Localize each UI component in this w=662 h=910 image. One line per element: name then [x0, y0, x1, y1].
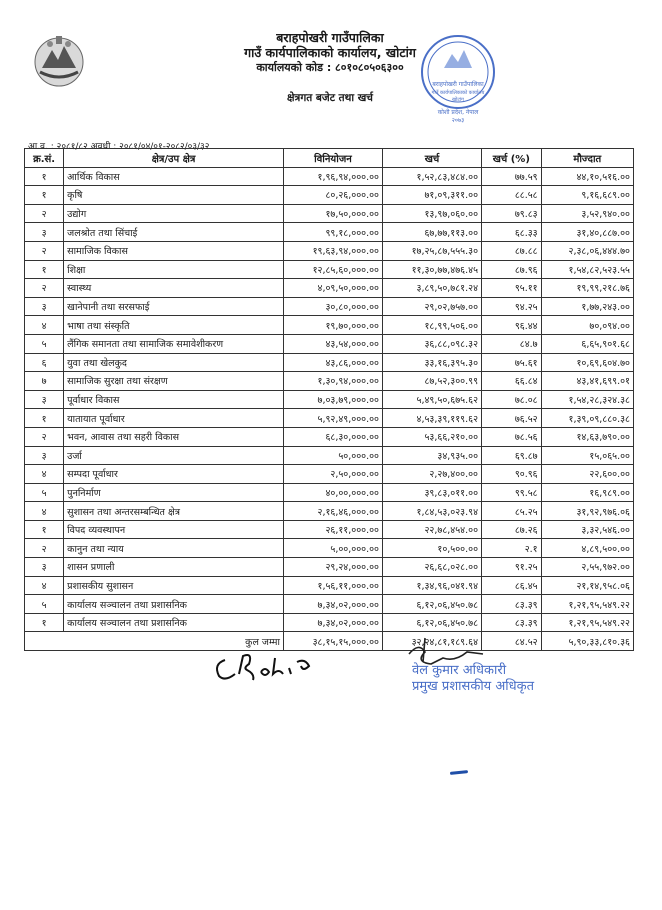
row-expense: ३९,८३,०११.००	[382, 483, 481, 502]
row-serial: १	[25, 186, 64, 205]
table-row	[25, 204, 634, 223]
table-body	[25, 167, 634, 632]
row-percent: ८७.२६	[482, 520, 542, 539]
org-name: बराहपोखरी गाउँपालिका	[276, 30, 384, 45]
table-row	[25, 353, 634, 372]
row-serial: १	[25, 260, 64, 279]
row-percent: ६९.८७	[482, 446, 542, 465]
row-balance: १,२१,९५,५४९.२२	[541, 595, 633, 614]
row-serial: ३	[25, 446, 64, 465]
row-sector: युवा तथा खेलकुद	[64, 353, 284, 372]
row-sector: कार्यालय सञ्चालन तथा प्रशासनिक	[64, 613, 284, 632]
row-allocation: ३०,८०,०००.००	[283, 297, 382, 316]
row-allocation: ४३,८६,०००.००	[283, 353, 382, 372]
officer-stamp	[412, 663, 534, 695]
row-serial: २	[25, 427, 64, 446]
row-sector: कृषि	[64, 186, 284, 205]
row-serial: ५	[25, 483, 64, 502]
row-serial: ३	[25, 390, 64, 409]
row-expense: ५३,६६,२१०.००	[382, 427, 481, 446]
total-percent: ८४.५२	[482, 632, 542, 651]
table-header-row	[25, 149, 634, 168]
table-row	[25, 279, 634, 298]
row-sector: विपद व्यवस्थापन	[64, 520, 284, 539]
row-sector: भाषा तथा संस्कृति	[64, 316, 284, 335]
row-expense: ३६,८८,०९८.३२	[382, 334, 481, 353]
row-sector: पुननिर्माण	[64, 483, 284, 502]
row-serial: ४	[25, 316, 64, 335]
row-sector: आर्थिक विकास	[64, 167, 284, 186]
column-header: क्र.सं.	[25, 149, 64, 168]
row-percent: ९१.२५	[482, 558, 542, 577]
row-balance: ३,३२,५४६.००	[541, 520, 633, 539]
row-expense: ११,३०,७७,४७६.४५	[382, 260, 481, 279]
row-percent: ८३.३९	[482, 613, 542, 632]
table-row	[25, 372, 634, 391]
seal-text-2: गाउँ कार्यपालिकाको कार्यालय	[431, 90, 485, 96]
row-expense: २,२७,४००.००	[382, 465, 481, 484]
row-allocation: ९९,१८,०००.००	[283, 223, 382, 242]
row-serial: ४	[25, 502, 64, 521]
row-percent: ६८.३३	[482, 223, 542, 242]
table-row	[25, 223, 634, 242]
row-percent: ८८.५८	[482, 186, 542, 205]
row-sector: यातायात पूर्वाधार	[64, 409, 284, 428]
row-balance: २१,१४,९५८.०६	[541, 576, 633, 595]
table-row	[25, 595, 634, 614]
row-serial: ३	[25, 297, 64, 316]
row-percent: ७९.८३	[482, 204, 542, 223]
row-serial: २	[25, 279, 64, 298]
row-balance: १०,६९,६०४.७०	[541, 353, 633, 372]
row-balance: १५,०६५.००	[541, 446, 633, 465]
row-percent: ९५.११	[482, 279, 542, 298]
row-serial: २	[25, 241, 64, 260]
row-sector: स्वास्थ्य	[64, 279, 284, 298]
row-percent: ९४.२५	[482, 297, 542, 316]
row-allocation: ५०,०००.००	[283, 446, 382, 465]
row-percent: ७५.६१	[482, 353, 542, 372]
row-sector: सम्पदा पूर्वाधार	[64, 465, 284, 484]
row-serial: ३	[25, 223, 64, 242]
row-balance: ३१,४०,८८७.००	[541, 223, 633, 242]
total-expense: ३२,२४,८१,१८९.६४	[382, 632, 481, 651]
row-balance: ७०,०९४.००	[541, 316, 633, 335]
row-sector: सामाजिक विकास	[64, 241, 284, 260]
row-serial: १	[25, 613, 64, 632]
row-allocation: ४,०९,५०,०००.००	[283, 279, 382, 298]
office-code: कार्यालयको कोड : ८०१०८०५०६३००	[256, 61, 404, 74]
row-serial: १	[25, 520, 64, 539]
row-allocation: ७,०३,७९,०००.००	[283, 390, 382, 409]
row-expense: २२,७८,४५४.००	[382, 520, 481, 539]
total-balance: ५,९०,३३,८१०.३६	[541, 632, 633, 651]
row-expense: ८७,५२,३००.९९	[382, 372, 481, 391]
table-row	[25, 483, 634, 502]
row-balance: २,३८,०६,४४४.७०	[541, 241, 633, 260]
row-balance: १६,९८९.००	[541, 483, 633, 502]
row-percent: ९०.९६	[482, 465, 542, 484]
row-allocation: १,५६,११,०००.००	[283, 576, 382, 595]
row-balance: ३,५२,९४०.००	[541, 204, 633, 223]
table-row	[25, 465, 634, 484]
row-expense: ३,८९,५०,७८१.२४	[382, 279, 481, 298]
seal-text-4: कोशी प्रदेश, नेपाल	[437, 109, 479, 116]
row-expense: २९,०२,७५७.००	[382, 297, 481, 316]
row-percent: ९६.४४	[482, 316, 542, 335]
row-serial: ४	[25, 576, 64, 595]
fiscal-year-line: आ.व. : २०८१/८२ अवधी : २०८१/०४/०१-२०८२/०३/३२	[28, 142, 210, 152]
row-percent: ८७.८८	[482, 241, 542, 260]
officer-name: वेल कुमार अधिकारी	[412, 663, 507, 678]
row-serial: ३	[25, 558, 64, 577]
row-sector: लैंगिक समानता तथा सामाजिक समावेशीकरण	[64, 334, 284, 353]
row-expense: १०,५००.००	[382, 539, 481, 558]
row-serial: ५	[25, 595, 64, 614]
row-balance: २,५५,९७२.००	[541, 558, 633, 577]
row-serial: ६	[25, 353, 64, 372]
official-seal	[410, 28, 506, 124]
table-row	[25, 167, 634, 186]
row-percent: २.१	[482, 539, 542, 558]
table-row	[25, 241, 634, 260]
table-row	[25, 390, 634, 409]
row-percent: ८७.९६	[482, 260, 542, 279]
row-expense: ३४,९३५.००	[382, 446, 481, 465]
row-expense: ६,१२,०६,४५०.७८	[382, 613, 481, 632]
row-balance: १,७७,२४३.००	[541, 297, 633, 316]
seal-text-1: बराहपोखरी गाउँपालिका	[432, 81, 484, 88]
row-percent: ७६.५२	[482, 409, 542, 428]
row-balance: १,२१,९५,५४९.२२	[541, 613, 633, 632]
handwritten-signature-left	[205, 638, 335, 688]
row-expense: १,५२,८३,४८४.००	[382, 167, 481, 186]
row-expense: १८,९९,५०६.००	[382, 316, 481, 335]
table-row	[25, 613, 634, 632]
row-serial: २	[25, 539, 64, 558]
row-sector: कानुन तथा न्याय	[64, 539, 284, 558]
row-expense: १,३४,९६,०४१.९४	[382, 576, 481, 595]
row-percent: ९९.५८	[482, 483, 542, 502]
row-allocation: १२,८५,६०,०००.००	[283, 260, 382, 279]
row-balance: १,५४,८२,५२३.५५	[541, 260, 633, 279]
row-percent: ७८.५६	[482, 427, 542, 446]
row-sector: खानेपानी तथा सरसफाई	[64, 297, 284, 316]
table-row	[25, 186, 634, 205]
row-sector: पूर्वाधार विकास	[64, 390, 284, 409]
row-allocation: २९,२४,०००.००	[283, 558, 382, 577]
row-balance: ६,६५,९०१.६८	[541, 334, 633, 353]
table-row	[25, 316, 634, 335]
row-sector: सुशासन तथा अन्तरसम्बन्धित क्षेत्र	[64, 502, 284, 521]
row-allocation: २६,११,०००.००	[283, 520, 382, 539]
row-balance: ९,१६,६८९.००	[541, 186, 633, 205]
row-expense: १,८४,५३,०२३.९४	[382, 502, 481, 521]
table-row	[25, 427, 634, 446]
row-serial: १	[25, 167, 64, 186]
column-header: विनियोजन	[283, 149, 382, 168]
column-header: खर्च	[382, 149, 481, 168]
row-sector: कार्यालय सञ्चालन तथा प्रशासनिक	[64, 595, 284, 614]
row-percent: ८६.४५	[482, 576, 542, 595]
row-allocation: ८०,२६,०००.००	[283, 186, 382, 205]
row-allocation: ७,३४,०२,०००.००	[283, 595, 382, 614]
row-allocation: १९,६३,९४,०००.००	[283, 241, 382, 260]
row-expense: ५,४९,५०,६७५.६२	[382, 390, 481, 409]
budget-table	[24, 148, 634, 651]
table-row	[25, 576, 634, 595]
row-allocation: ६८,३०,०००.००	[283, 427, 382, 446]
row-sector: शासन प्रणाली	[64, 558, 284, 577]
row-allocation: ७,३४,०२,०००.००	[283, 613, 382, 632]
total-allocation: ३८,१५,१५,०००.००	[283, 632, 382, 651]
table-row	[25, 558, 634, 577]
row-balance: ४४,१०,५१६.००	[541, 167, 633, 186]
row-sector: जलश्रोत तथा सिंचाई	[64, 223, 284, 242]
officer-title: प्रमुख प्रशासकीय अधिकृत	[412, 679, 535, 694]
table-row	[25, 539, 634, 558]
seal-text-3: खोटांग	[451, 97, 465, 103]
row-allocation: १,९६,९४,०००.००	[283, 167, 382, 186]
row-balance: ३१,९२,९७६.०६	[541, 502, 633, 521]
office-name: गाउँ कार्यपालिकाको कार्यालय, खोटांग	[244, 45, 416, 60]
row-sector: भवन, आवास तथा सहरी विकास	[64, 427, 284, 446]
row-sector: उद्योग	[64, 204, 284, 223]
pen-mark	[450, 770, 468, 775]
table-row	[25, 297, 634, 316]
table-row	[25, 520, 634, 539]
emblem-logo	[30, 32, 88, 90]
table-row	[25, 446, 634, 465]
row-balance: १,५४,२८,३२४.३८	[541, 390, 633, 409]
row-expense: २६,६८,०२८.००	[382, 558, 481, 577]
row-expense: १७,२५,८७,५५५.३०	[382, 241, 481, 260]
row-percent: ६६.८४	[482, 372, 542, 391]
table-row	[25, 502, 634, 521]
row-balance: २२,६००.००	[541, 465, 633, 484]
row-expense: १३,९७,०६०.००	[382, 204, 481, 223]
row-allocation: १७,५०,०००.००	[283, 204, 382, 223]
report-title: क्षेत्रगत बजेट तथा खर्च	[287, 92, 373, 104]
row-percent: ८३.३९	[482, 595, 542, 614]
row-balance: ४३,४१,६९९.०१	[541, 372, 633, 391]
row-balance: १४,६३,७९०.००	[541, 427, 633, 446]
row-percent: ७८.०८	[482, 390, 542, 409]
row-serial: ४	[25, 465, 64, 484]
row-serial: ५	[25, 334, 64, 353]
column-header: मौज्दात	[541, 149, 633, 168]
total-label: कुल जम्मा	[25, 632, 284, 651]
row-serial: ७	[25, 372, 64, 391]
row-allocation: ४०,००,०००.००	[283, 483, 382, 502]
row-allocation: २,५०,०००.००	[283, 465, 382, 484]
table-row	[25, 409, 634, 428]
row-expense: ७१,०९,३११.००	[382, 186, 481, 205]
row-allocation: ४३,५४,०००.००	[283, 334, 382, 353]
row-sector: शिक्षा	[64, 260, 284, 279]
table-row	[25, 260, 634, 279]
table-row	[25, 334, 634, 353]
row-percent: ८४.७	[482, 334, 542, 353]
row-serial: २	[25, 204, 64, 223]
row-sector: प्रशासकीय सुशासन	[64, 576, 284, 595]
row-percent: ८५.२५	[482, 502, 542, 521]
row-serial: १	[25, 409, 64, 428]
seal-text-5: २०७३	[451, 117, 465, 124]
row-sector: उर्जा	[64, 446, 284, 465]
row-allocation: १९,७०,०००.००	[283, 316, 382, 335]
row-balance: १,३९,०९,८८०.३८	[541, 409, 633, 428]
row-balance: १९,९९,२१८.७६	[541, 279, 633, 298]
row-allocation: ५,००,०००.००	[283, 539, 382, 558]
column-header: खर्च (%)	[482, 149, 542, 168]
row-expense: ४,५३,३९,११९.६२	[382, 409, 481, 428]
row-expense: ६,१२,०६,४५०.७८	[382, 595, 481, 614]
row-percent: ७७.५९	[482, 167, 542, 186]
row-allocation: २,१६,४६,०००.००	[283, 502, 382, 521]
row-expense: ६७,७७,११३.००	[382, 223, 481, 242]
row-sector: सामाजिक सुरक्षा तथा संरक्षण	[64, 372, 284, 391]
row-balance: ४,८९,५००.००	[541, 539, 633, 558]
row-allocation: १,३०,९४,०००.००	[283, 372, 382, 391]
column-header: क्षेत्र/उप क्षेत्र	[64, 149, 284, 168]
row-allocation: ५,९२,४९,०००.००	[283, 409, 382, 428]
row-expense: ३३,१६,३९५.३०	[382, 353, 481, 372]
